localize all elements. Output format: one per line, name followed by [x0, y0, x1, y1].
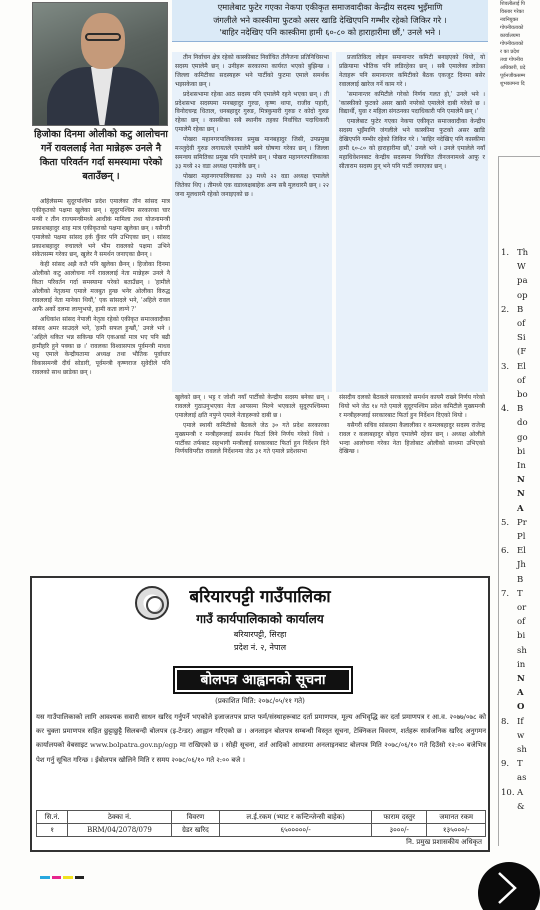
panel-line-text: A — [517, 688, 524, 699]
strip-line: नवनियुक्त — [500, 17, 519, 23]
table-cell: ३०००/- — [371, 824, 426, 837]
article-paragraph: प्रदेशसभामा रहेका आठ सदस्य पनि एमालेमै रहने भएका छन् । ती प्रदेशसभा सदस्यमा मनबहादुर गुरुङ, कृष्ण थापा, राजीव पहारी, विनोदचन्द्र धिताल, धनबहादुर गुरुङ, मित्रकुमारी गुरुङ र कोदो गुरुङ रहेका छन् । कास्कीका सबै स्थानीय तहका निर्वाचित पदाधिकारी एमालेमै रहेका छन् । — [175, 90, 329, 134]
article-column-right-highlight — [336, 52, 488, 392]
photo-glasses — [85, 33, 121, 41]
col-header: ल.ई.रकम (भ्याट र कन्टिन्जेन्सी बाहेक) — [220, 811, 372, 824]
panel-line — [501, 701, 524, 714]
panel-line — [501, 645, 527, 658]
panel-line — [501, 503, 524, 516]
panel-line — [501, 531, 525, 544]
panel-line-text: B — [517, 304, 524, 315]
strip-line: तथा गोपनीय — [500, 57, 523, 63]
col-header: फाराम दस्तुर — [371, 811, 426, 824]
panel-line-text: O — [517, 702, 525, 713]
panel-line — [501, 574, 523, 587]
panel-line-text: T — [517, 759, 523, 770]
panel-line-text: in — [517, 659, 526, 670]
panel-line — [501, 744, 527, 757]
article-column-middle — [172, 392, 332, 552]
panel-line-text: A — [517, 787, 524, 798]
chevron-right-icon — [496, 871, 518, 905]
notice-address-line-1: बरियारपट्टी, सिरहा — [233, 630, 287, 639]
banner-line-1: एमालेबाट फुटेर गएका नेकपा एकीकृत समाजवादीका केन्द्रीय सदस्य भुइँमाणि — [217, 2, 443, 12]
panel-line-text: do — [517, 418, 528, 429]
table-cell: ग्रेडर खरिद — [171, 824, 220, 837]
panel-line-text: Pr — [517, 517, 527, 528]
panel-line — [501, 446, 525, 459]
notice-address-line-2: प्रदेश नं. २, नेपाल — [233, 643, 287, 652]
notice-office-name: गाउँ कार्यपालिकाको कार्यालय — [196, 612, 324, 626]
panel-line-text: In — [517, 461, 526, 471]
headline-banner — [172, 0, 488, 42]
panel-line-text: W — [517, 262, 526, 273]
article-paragraph: अहिलेसम्म सुदूरपश्चिम प्रदेश एमालेका तीन सांसद मात्र एकीकृतको पक्षमा खुलेका छन् । सुदूरपश्चिम सरकारका चार मन्त्री र तीन राज्यमन्त्रीमध्ये आधीकं मामिला तथा योजनामन्त्री प्रकाशबहादुर शाह मात्र एकीकृतको पक्षमा खुलेका छन् । यसैगरी एमालेको पक्षमा सांसद हर्क कुँवर पनि उभिएका छन् । सांसद प्रकाशबहादुर रुचालले भने भीम रावलको पक्षमा उभिने संकेतसम्म गरेका छन्, खुलेर नै समर्थन जनाएका छैनन् । — [32, 198, 170, 259]
panel-line — [501, 346, 526, 359]
panel-line-text: bo — [517, 390, 528, 400]
politician-photo — [32, 2, 168, 126]
panel-line-number: 7. — [501, 588, 510, 599]
tender-notice-ad — [30, 576, 490, 852]
article-paragraph: पोखरा महानगरपालिकाका ३३ मध्ये २२ वडा अध्यक्ष एमालेले जितेका थिए । तीमध्ये एक वडाध्यक्षबाहेक अन्य सबै मूलधारमै छन् । २२ जना मूलधारमै रहेको जनाइएको छ । — [175, 172, 329, 198]
panel-line — [501, 389, 528, 402]
col-header: जमानत रकम — [427, 811, 486, 824]
col-header: सि.नं. — [37, 811, 68, 824]
panel-line-text: El — [517, 546, 526, 557]
panel-line-text: Th — [517, 248, 529, 258]
panel-line-number: 10. — [501, 787, 515, 798]
panel-line-text: of — [517, 319, 526, 329]
article-paragraph: एमाले स्थायी कमिटीको बैठकले जेठ ३० गते प्रदेश सरकारका मुख्यमन्त्री र मन्त्रीहरूलाई समर्थन फिर्ता लिने निर्णय गरेको थियो । पार्टीका तर्फबाट सहभागी मन्त्रीलाई सरकारबाट फिर्ता हुन निर्देशन दिने निर्णयविपरीत रावलले निर्देशनमा जेठ ३१ गते एमाले प्रदेशसभा — [175, 421, 329, 456]
panel-line — [501, 460, 526, 473]
panel-line-text: B — [517, 404, 524, 415]
photo-head — [81, 13, 125, 69]
english-notice-panel-partial — [498, 156, 540, 846]
panel-line — [501, 687, 524, 700]
panel-line — [501, 787, 523, 800]
photo-caption: हिजोका दिनमा ओलीको कटु आलोचना गर्ने रावललाई नेता मान्नेहरू उनले नै किता परिवर्तन गर्दा समस्यामा परेको बताउँछन् । — [34, 129, 168, 182]
strip-line: गोपनीयताको — [500, 41, 524, 47]
strip-line: गोपनीयताको — [500, 25, 524, 31]
article-paragraph: तीन निर्वाचन क्षेत्र रहेको कास्कीबाट निर्वाचित तीनैजना प्रतिनिधिसभा सदस्य एमालेमै छन् । उनीहरू सरकारमा कार्यरत भएको बुझिन्छ । जिल्ला कमिटीका सदस्यहरू भने पार्टीको फुटमा एमाले समर्थक भइसकेका छन् । — [175, 54, 329, 88]
panel-line — [501, 801, 525, 814]
tender-table — [36, 810, 486, 837]
print-color-bar — [40, 876, 84, 879]
panel-line — [501, 758, 523, 771]
article-column-right — [336, 392, 488, 552]
article-paragraph: केही सांसद अझै कतै पनि खुलेका छैनन् । हिजोका दिनमा ओलीको कटु आलोचना गर्ने रावललाई नेता मान्नेहरू उनले नै किता परिवर्तन गर्दा समस्यामा परेको बताउँछन् । 'हामीले ओलीको नेतृत्वमा एमाले मजबुत हुन्छ भनेर ओलीका विरुद्ध रावललाई नेता मानेका थियौं,' एक सांसदले भने, 'अहिले रावल आफैं अर्को दलमा लाग्नुभयो, हामी कता लाग्ने ?' — [32, 261, 170, 313]
panel-line — [501, 616, 525, 629]
strip-line: विस्तार गरेका — [500, 9, 524, 15]
table-row — [37, 824, 486, 837]
panel-line — [501, 332, 526, 345]
panel-line-text: Jh — [517, 560, 526, 571]
panel-line-text: w — [517, 730, 525, 741]
panel-line-text: Si — [517, 333, 526, 344]
panel-line-text: sh — [517, 745, 527, 755]
strip-line: शुभकामना दि — [500, 81, 525, 87]
panel-line — [501, 488, 525, 501]
panel-line — [501, 403, 523, 416]
panel-line-text: of — [517, 375, 526, 386]
panel-line-text: go — [517, 432, 528, 443]
strip-line: र का प्रदेश — [500, 49, 520, 55]
panel-line — [501, 375, 525, 388]
col-header: विवरण — [171, 811, 220, 824]
panel-line — [501, 630, 525, 643]
article-paragraph: एमालेबाट फुटेर गएका नेकपा एकीकृत समाजवादीका केन्द्रीय सदस्य भुइँमाणि जंगलीले भने कास्कीमा फुटको असर खाडि देखिएपनि गम्भीर रहेको जिकिर गरे । 'बाहिर नदेखिए पनि कास्कीमा हामी ६०-८० को हाराहारीमा छौं,' उनले भने । उनले एमालेले नयाँ महाधिवेशनबाट केन्द्रीय सदस्यमा निर्वाचित तीनजनामध्ये आफू र सीताराम सदस्य हुन् भने पनि पार्टी जनाएका छन् । — [339, 118, 485, 170]
panel-line — [501, 772, 526, 785]
panel-line-text: El — [517, 361, 526, 372]
panel-line-text: bi — [517, 446, 526, 457]
article-column-left — [32, 198, 170, 546]
panel-line — [501, 432, 528, 445]
banner-line-2: जंगलीले भने कास्कीमा फुटको असर खाडि देखिएपनि गम्भीर रहेको जिकिर गरे । — [213, 14, 447, 25]
article-paragraph: पोखरा महानगरपालिकाका प्रमुख मानबहादुर जिसी, उपप्रमुख मञ्जुदेवी गुरुङ लगायतले एमालेमै बस्ने घोषणा गरेका छन् । जिल्ला समन्वय समितिका प्रमुख पनि एमालेमै छन् । पोखरा महानगरपालिकाका ३३ मध्ये २२ वडा अध्यक्ष एमालेकै छन् । — [175, 136, 329, 170]
panel-line-text: sh — [517, 645, 527, 656]
article-paragraph: प्रजातिवित्द लोइन समानान्तर कमिटी बनाइएको थियो, यो प्रक्रियामा भौतिक पनि लडिरहेका छन् । सबै एमालेका लडेका नेताहरू पनि समानान्तर कमिटीको बैठक एकजुट दिनमा बसेर रवाललाई खारेज गर्ने काम गरे । — [339, 54, 485, 88]
panel-line — [501, 545, 526, 558]
panel-line-text: op — [517, 290, 528, 301]
color-swatch — [75, 876, 85, 879]
table-cell: १ — [37, 824, 68, 837]
panel-line — [501, 517, 527, 530]
panel-line-number: 1. — [501, 248, 510, 258]
panel-line-text: pa — [517, 276, 528, 287]
table-cell: १३५०००/- — [427, 824, 486, 837]
panel-line — [501, 318, 525, 331]
strip-line: शिवलीलाई पि — [500, 1, 526, 7]
panel-line-text: (F — [517, 347, 527, 358]
panel-line — [501, 275, 528, 288]
panel-line-number: 3. — [501, 361, 510, 372]
panel-line — [501, 304, 523, 317]
panel-line-text: of — [517, 617, 526, 628]
panel-line-text: or — [517, 603, 527, 613]
article-column-middle-highlight — [172, 52, 332, 392]
panel-line-text: N — [517, 489, 525, 500]
panel-line — [501, 474, 525, 487]
panel-line-text: N — [517, 475, 525, 486]
next-page-button[interactable] — [478, 862, 540, 910]
article-paragraph: खुलेको छन् । भट्ट र जोशी नयाँ पार्टीको केन्द्रीय सदस्य बनेका छन् । रावलले गुठाउनुभएका नेता आपसमा मिल्ने भएकाले सुदूरपश्चिममा एमालेलाई क्षति नपुग्ने एमाले नेताहरूको दाबी छ । — [175, 394, 329, 419]
panel-line-text: T — [517, 588, 523, 599]
panel-line — [501, 730, 524, 743]
panel-line — [501, 716, 524, 729]
notice-body: यस गाउँपालिकाको लागि आवश्यक सवारी साधन खरिद गर्नुपर्ने भएकोले इजाजतपत्र प्राप्त फर्म/संस्थाहरूबाट दर्ता प्रमाणपत्र, मूल्य अभिवृद्धि कर दर्ता प्रमाणपत्र र आ.व. २०७७/०७८ को कर चुक्ता प्रमाणपत्र सहित छुट्टाछुट्टै सिलबन्दी बोलपत्र (इ-टेन्डर) आह्वान गरिएको छ । अनलाइन बोलपत्र सम्बन्धी विस्तृत सूचना, टेक्निकल विवरण, शर्तहरू सार्वजनिक खरिद अनुगमन कार्यालयको वेबसाइट www.bolpatra.gov.np/egp मा राखिएको छ । सोही सूचना, शर्त आदिको आधारमा अनलाइनबाट बोलपत्र मिति २०७८/०६/१० गते दिउँसो १२:०० बजेभित्र पेश गर्नु सूचित गरिन्छ । ईबोलपत्र खोलिने मिति र समय २०७८/०६/१० गते २:०० बजे । — [36, 713, 486, 764]
panel-line — [501, 417, 528, 430]
panel-line — [501, 602, 526, 615]
table-cell: BRM/04/2078/079 — [68, 824, 171, 837]
notice-signoff: नि. प्रमुख प्रशासकीय अधिकृत — [406, 838, 482, 846]
panel-line — [501, 673, 525, 686]
panel-line — [501, 247, 528, 260]
article-paragraph: संसदीय दलको बैठकले सरकारको समर्थन कायमै राख्ने निर्णय गरेको थियो भने जेठ १४ गते एमाले सुदूरपश्चिम प्रदेश कमिटीले मुख्यमन्त्री र मन्त्रीहरूलाई सरकारबाट फिर्ता हुन निर्देशन दिएको थियो । — [339, 394, 485, 419]
panel-line-text: bi — [517, 631, 526, 642]
color-swatch — [40, 876, 50, 879]
article-paragraph: 'समानान्तर कमिटीले गरेको निर्णय गलत हो,' उनले भने । 'कास्कीको फुटको असर खासै नपरेको एमालेले दाबी गरेको छ । विद्यार्थी, युवा र महिला संगठनका पदाधिकारी पनि एमालेमै छन् ।' — [339, 90, 485, 116]
panel-line-text: B — [517, 574, 524, 585]
article-paragraph: अधिकांश सांसद नेपाली नेतृत्व रहेको एकीकृत समाजवादीका सांसद अमर साउदले भने, 'हामी सफल हुन्छौं,' उनले भने । 'अहिले थकित भन्न सकिन्छ पनि एकअर्का मात्र भए पनि बढी हामीहरि हुने पक्का छ ।' रावलका विश्वासपात्र पूर्वमन्त्री माधव भट्ट एमाले केन्द्रीयतामा अध्यक्ष तथा भौतिक पूर्वाधार विकासमन्त्री दीर्घ सोडारी, पूर्वमन्त्री कृष्णराज सुवेदीले पनि रावलको साथ छाडेका छन् । — [32, 315, 170, 377]
color-swatch — [63, 876, 73, 879]
panel-line — [501, 290, 528, 303]
article-paragraph: यसैगरी सचिव सांसदमा कैलालीका र कमलबहादुर सदस्य राजेन्द्र रावल र कलाबहादुर बोहरा एमालेमै रहेका छन् । अध्यक्ष ओलीले भन्दा आलोचना गरेका नेता हिजोबाट ओलीको साथमा उभिएको देखिन्छ । — [339, 421, 485, 456]
panel-line — [501, 588, 523, 601]
panel-line-number: 6. — [501, 546, 510, 557]
panel-line-text: & — [517, 801, 525, 812]
strip-line: अधिकारी, प्रदे — [500, 65, 526, 71]
panel-line-text: If — [517, 716, 524, 727]
table-cell: ६५०००००/- — [220, 824, 372, 837]
banner-line-3: 'बाहिर नदेखिए पनि कास्कीमा हामी ६०-८० को हाराहारीमा छौं,' उनले भने । — [219, 27, 441, 37]
panel-line-text: as — [517, 773, 527, 784]
panel-line — [501, 559, 526, 572]
notice-org-name: बरियारपट्टी गाउँपालिका — [189, 587, 331, 607]
tender-table-header-row — [37, 811, 486, 824]
notice-title: बोलपत्र आह्वानको सूचना — [175, 668, 351, 692]
panel-line-text: Pl — [517, 532, 526, 542]
color-swatch — [52, 876, 62, 879]
panel-line-text: N — [517, 674, 525, 684]
strip-line: पूर्वनजीकसम्म — [500, 73, 526, 79]
panel-line-number: 9. — [501, 759, 510, 770]
panel-line-number: 8. — [501, 716, 510, 727]
panel-line — [501, 659, 525, 672]
panel-line — [501, 261, 526, 274]
panel-line-number: 2. — [501, 304, 510, 315]
panel-line-number: 5. — [501, 517, 510, 528]
panel-line — [501, 361, 526, 374]
strip-line: कार्यालयमा — [500, 33, 520, 39]
panel-line-text: A — [517, 503, 524, 514]
col-header: ठेक्का नं. — [68, 811, 171, 824]
panel-line-number: 4. — [501, 404, 510, 415]
notice-publish-date: (प्रकाशित मिति: २०७८/०५/११ गते) — [215, 697, 305, 705]
